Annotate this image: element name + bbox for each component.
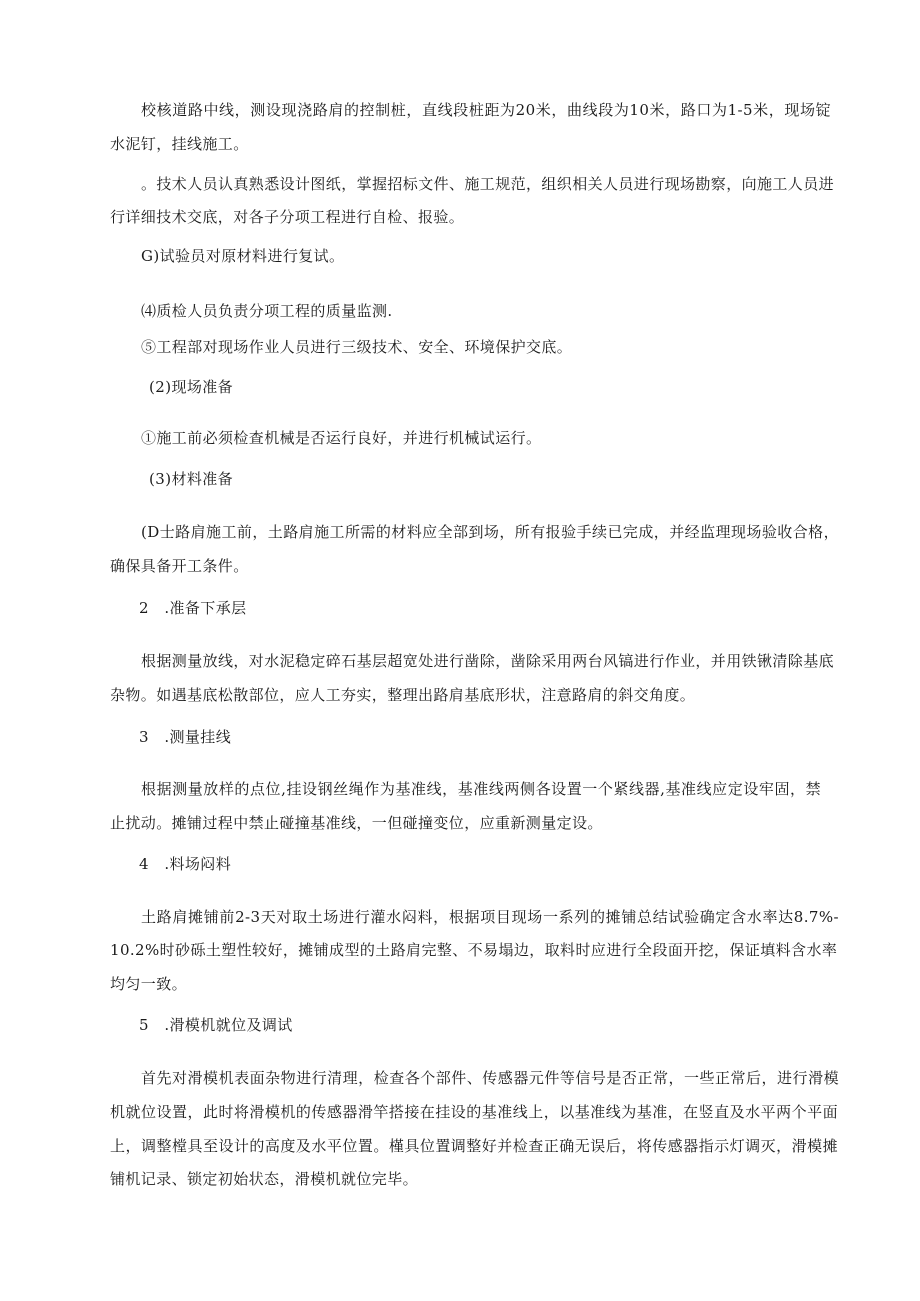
paragraph-line: (D士路肩施工前，土路肩施工所需的材料应全部到场，所有报验手续已完成，并经监理现场验收合格， [141,523,839,541]
paragraph-line: 水泥钉，挂线施工。 [110,135,249,153]
paragraph-line: 机就位设置，此时将滑模机的传感器滑竿搭接在挂设的基准线上，以基准线为基准，在竖直及水平两个平面 [110,1103,838,1121]
list-item: ⑷质检人员负责分项工程的质量监测. [141,302,393,320]
paragraph-line: 行详细技术交底，对各子分项工程进行自检、报验。 [110,208,465,226]
paragraph-line: 根据测量放线，对水泥稳定碎石基层超宽处进行凿除，凿除采用两台风镐进行作业，并用铁锹清除基底 [141,652,835,670]
list-item: ⑤工程部对现场作业人员进行三级技术、安全、环境保护交底。 [141,338,573,356]
paragraph-line: 均匀一致。 [110,975,188,993]
section-heading: (3)材料准备 [149,470,234,488]
section-heading: 5 .滑模机就位及调试 [139,1016,293,1034]
list-item: G)试验员对原材料进行复试。 [141,247,345,265]
paragraph-line: 。技术人员认真熟悉设计图纸，掌握招标文件、施工规范，组织相关人员进行现场勘察，向施工人员进 [141,175,835,193]
paragraph-line: 校核道路中线，测设现浇路肩的控制桩，直线段桩距为20米，曲线段为10米，路口为1-5米，现场锭 [141,101,831,119]
section-heading: 2 .准备下承层 [139,599,247,617]
paragraph-line: 10.2%时砂砾土塑性较好，摊铺成型的土路肩完整、不易塌边，取料时应进行全段面开挖，保证填料含水率 [110,941,838,959]
paragraph-line: 根据测量放样的点位,挂设钢丝绳作为基准线，基准线两侧各设置一个紧线器,基准线应定设牢固，禁 [141,780,821,798]
paragraph-line: 首先对滑模机表面杂物进行清理，检查各个部件、传感器元件等信号是否正常，一些正常后，进行滑模 [141,1069,839,1087]
paragraph-line: 上，调整樘具至设计的高度及水平位置。槿具位置调整好并检查正确无误后，将传感器指示灯调灭，滑模摊 [110,1137,838,1155]
list-item: ①施工前必须检查机械是否运行良好，并进行机械试运行。 [141,429,542,447]
paragraph-line: 土路肩摊铺前2-3天对取土场进行灌水闷料，根据项目现场一系列的摊铺总结试验确定含水率达8.7%- [141,908,839,926]
section-heading: 3 .测量挂线 [139,728,232,746]
paragraph-line: 止扰动。摊铺过程中禁止碰撞基准线，一但碰撞变位，应重新测量定设。 [110,814,603,832]
paragraph-line: 确保具备开工条件。 [110,557,249,575]
section-heading: 4 .料场闷料 [139,855,232,873]
paragraph-line: 铺机记录、锁定初始状态，滑模机就位完毕。 [110,1170,419,1188]
paragraph-line: 杂物。如遇基底松散部位，应人工夯实，整理出路肩基底形状，注意路肩的斜交角度。 [110,686,696,704]
section-heading: (2)现场准备 [149,378,234,396]
